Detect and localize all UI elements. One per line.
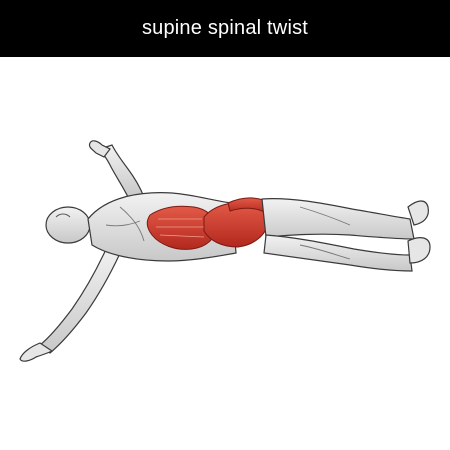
head	[46, 207, 90, 243]
legs	[262, 199, 414, 271]
supine-figure-svg	[0, 57, 450, 450]
lower-arm	[20, 245, 122, 361]
page-title: supine spinal twist	[141, 17, 309, 39]
raised-arm	[89, 141, 144, 197]
title-bar	[0, 0, 450, 57]
exercise-illustration	[0, 57, 450, 450]
